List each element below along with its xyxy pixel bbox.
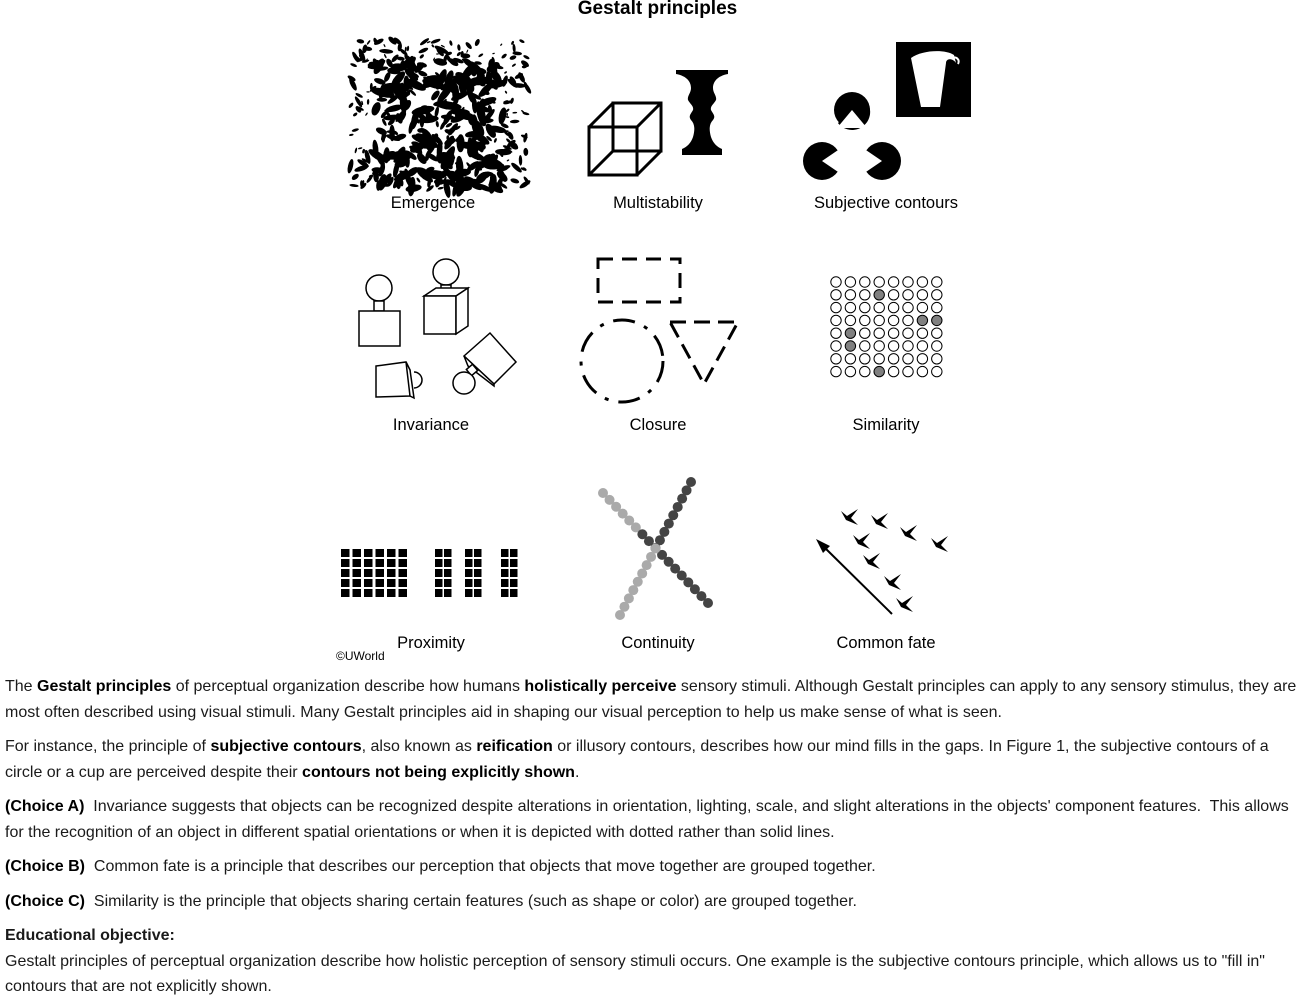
similarity-dot <box>917 341 927 351</box>
similarity-dot <box>831 366 841 376</box>
caption-common-fate: Common fate <box>836 634 936 652</box>
blotch <box>351 128 359 133</box>
text-run: , also known as <box>361 738 477 755</box>
blotch <box>434 106 440 118</box>
similarity-dot <box>831 354 841 364</box>
proximity-square <box>501 589 509 597</box>
similarity-dot <box>874 315 884 325</box>
similarity-dot <box>888 328 898 338</box>
similarity-dot <box>831 290 841 300</box>
blotch <box>493 138 497 143</box>
bold-term: holistically perceive <box>524 678 677 695</box>
similarity-dot <box>831 302 841 312</box>
proximity-square <box>474 589 482 597</box>
similarity-dot <box>917 366 927 376</box>
blotch <box>435 121 439 128</box>
proximity-square <box>510 559 518 567</box>
caption-continuity: Continuity <box>621 634 695 652</box>
proximity-square <box>353 579 362 587</box>
proximity-square <box>399 559 408 567</box>
blotch <box>383 44 386 48</box>
blotch <box>365 112 368 116</box>
blotch <box>519 39 525 44</box>
similarity-dot <box>845 366 855 376</box>
blotch <box>431 44 434 48</box>
proximity-square <box>364 569 373 577</box>
blotch <box>492 53 495 55</box>
blotch <box>350 62 358 67</box>
blotch <box>384 54 388 59</box>
proximity-square <box>387 589 396 597</box>
proximity-square <box>387 549 396 557</box>
blotch <box>438 186 444 190</box>
proximity-square <box>353 589 362 597</box>
similarity-dot <box>860 315 870 325</box>
blotch <box>349 133 354 136</box>
similarity-dot <box>917 328 927 338</box>
proximity-square <box>501 549 509 557</box>
proximity-square <box>474 569 482 577</box>
proximity-square <box>510 579 518 587</box>
blotch <box>523 54 530 60</box>
similarity-dot <box>874 277 884 287</box>
paragraph-choice-b <box>5 854 1305 880</box>
blotch <box>349 184 359 188</box>
similarity-dot <box>903 290 913 300</box>
caption-subjective-contours: Subjective contours <box>814 194 958 212</box>
proximity-square <box>341 589 350 597</box>
proximity-square <box>341 579 350 587</box>
blotch <box>506 159 509 162</box>
blotch <box>366 40 371 45</box>
blotch <box>379 48 393 54</box>
choice-text: Common fate is a principle that describes our perception that objects that move together are grouped together. <box>85 858 876 875</box>
similarity-dot <box>903 341 913 351</box>
similarity-dot <box>874 328 884 338</box>
similarity-dot <box>874 341 884 351</box>
proximity-square <box>364 559 373 567</box>
continuity-dots <box>598 477 713 620</box>
proximity-square <box>501 569 509 577</box>
proximity-square <box>435 569 443 577</box>
similarity-dot <box>874 290 884 300</box>
proximity-square <box>399 579 408 587</box>
similarity-dot <box>874 302 884 312</box>
text-run: sensory stimuli. Although Gestalt principles can apply to any sensory stimulus, they are most often described using visual stimuli. Many Gestalt principles aid in shaping our visual perception to help us make sense of what is seen. <box>5 678 1297 721</box>
similarity-dot <box>888 341 898 351</box>
text-run: For instance, the principle of <box>5 738 211 755</box>
caption-emergence: Emergence <box>390 194 476 212</box>
similarity-dot <box>845 302 855 312</box>
blotch <box>351 173 360 182</box>
similarity-dot <box>860 366 870 376</box>
bird-silhouette <box>884 574 901 590</box>
blotch <box>474 38 481 46</box>
proximity-square <box>474 579 482 587</box>
similarity-dot <box>831 341 841 351</box>
similarity-dot <box>917 290 927 300</box>
proximity-square <box>474 549 482 557</box>
bird-silhouette <box>853 533 870 549</box>
blotch <box>366 91 370 92</box>
proximity-square <box>465 589 473 597</box>
similarity-dot <box>932 328 942 338</box>
blotch <box>478 53 484 58</box>
proximity-square <box>435 559 443 567</box>
similarity-dot <box>917 277 927 287</box>
bold-term: contours not being explicitly shown <box>302 763 575 781</box>
illusory-cup <box>896 42 971 117</box>
proximity-square <box>444 559 452 567</box>
similarity-dot <box>845 354 855 364</box>
similarity-dot <box>932 277 942 287</box>
blotch <box>509 54 517 60</box>
blotch <box>501 53 508 60</box>
proximity-square <box>474 559 482 567</box>
rubin-vase <box>676 70 728 155</box>
blotch <box>358 147 363 150</box>
blotch <box>352 112 358 117</box>
similarity-dot <box>874 366 884 376</box>
educational-objective-title: Educational objective: <box>5 927 175 944</box>
text-run: . <box>574 763 580 781</box>
similarity-dot <box>845 290 855 300</box>
choice-label: (Choice B) <box>5 858 85 875</box>
blotch <box>449 40 453 46</box>
proximity-square <box>465 559 473 567</box>
similarity-dot <box>874 354 884 364</box>
similarity-dot <box>860 302 870 312</box>
proximity-square <box>435 549 443 557</box>
blotch <box>512 44 516 53</box>
kanizsa-pacmen <box>803 65 901 180</box>
proximity-square <box>501 559 509 567</box>
proximity-square <box>444 549 452 557</box>
blotch <box>381 133 385 142</box>
similarity-dot <box>888 302 898 312</box>
necker-cube <box>589 103 661 175</box>
bird-silhouette <box>871 513 888 529</box>
blotch <box>354 147 357 153</box>
similarity-dot <box>860 354 870 364</box>
proximity-square <box>435 579 443 587</box>
similarity-dot <box>917 354 927 364</box>
bird-silhouette <box>896 596 913 612</box>
blotch <box>416 177 421 183</box>
similarity-dot <box>932 341 942 351</box>
bird-silhouette <box>863 553 880 569</box>
similarity-dot <box>903 315 913 325</box>
explanation-text <box>5 674 1305 1000</box>
continuity-dot <box>703 598 713 608</box>
similarity-dot <box>888 354 898 364</box>
proximity-square <box>387 559 396 567</box>
similarity-dot <box>845 277 855 287</box>
proximity-square <box>465 579 473 587</box>
educational-objective-text: Gestalt principles of perceptual organization describe how holistic perception of sensory stimuli occurs. One example is the subjective contours principle, which allows us to "fill in" contours that are not explicitly shown. <box>5 952 1265 995</box>
emergence-image <box>346 35 532 198</box>
similarity-dot <box>903 302 913 312</box>
proximity-square <box>376 559 385 567</box>
proximity-square <box>501 579 509 587</box>
blotch <box>500 43 503 46</box>
proximity-square <box>387 579 396 587</box>
blotch <box>407 46 410 52</box>
similarity-dot <box>917 302 927 312</box>
similarity-dot <box>903 277 913 287</box>
similarity-dot <box>903 328 913 338</box>
similarity-dot <box>888 315 898 325</box>
copyright-label: ©UWorld <box>336 649 385 663</box>
similarity-dot <box>860 341 870 351</box>
similarity-dot <box>888 366 898 376</box>
proximity-square <box>376 549 385 557</box>
caption-similarity: Similarity <box>852 416 920 434</box>
common-fate-flock <box>816 509 948 614</box>
caption-multistability: Multistability <box>613 194 703 212</box>
similarity-dot <box>932 354 942 364</box>
blotch <box>466 49 469 53</box>
bird-silhouette <box>931 536 948 552</box>
blotch <box>356 39 364 44</box>
choice-text: Similarity is the principle that objects sharing certain features (such as shape or color) are grouped together. <box>85 892 857 910</box>
similarity-dot <box>917 315 927 325</box>
proximity-square <box>364 579 373 587</box>
similarity-dot <box>888 290 898 300</box>
blotch <box>511 63 516 67</box>
bird-silhouette <box>900 525 917 541</box>
proximity-square <box>444 579 452 587</box>
blotch <box>436 53 439 54</box>
blotch <box>405 47 407 52</box>
similarity-dot <box>831 277 841 287</box>
text-run: or illusory contours, describes how our mind fills in the gaps. In Figure 1, the subjective contours of a circle or a cup are perceived despite their <box>5 738 1269 781</box>
proximity-square <box>387 569 396 577</box>
choice-text: Invariance suggests that objects can be recognized despite alterations in orientation, lighting, scale, and slight alterations in the objects' component features. This allows for the recognition of an object in different spatial orientations or when it is depicted with dotted rather than solid lines. <box>5 798 1294 841</box>
similarity-dot <box>845 341 855 351</box>
blotch <box>504 90 507 94</box>
paragraph-gestalt-intro <box>5 674 1305 725</box>
closure-shapes <box>581 259 738 402</box>
choice-label: (Choice C) <box>5 892 85 910</box>
blotch <box>512 112 517 114</box>
proximity-square <box>341 549 350 557</box>
continuity-dot <box>615 610 625 620</box>
blotch <box>419 54 425 60</box>
proximity-square <box>399 549 408 557</box>
blotch <box>504 71 508 74</box>
blotch <box>523 148 528 156</box>
proximity-square <box>353 559 362 567</box>
similarity-dot <box>932 315 942 325</box>
proximity-square <box>341 569 350 577</box>
paragraph-subjective-contours <box>5 734 1305 785</box>
blotch <box>430 38 441 45</box>
similarity-dot <box>831 315 841 325</box>
invariance-objects <box>359 259 516 398</box>
proximity-square <box>376 579 385 587</box>
proximity-square <box>435 589 443 597</box>
similarity-dot <box>932 290 942 300</box>
proximity-square <box>341 559 350 567</box>
blotch <box>523 82 533 94</box>
blotch <box>418 47 429 55</box>
proximity-squares <box>341 549 518 597</box>
proximity-square <box>444 569 452 577</box>
choice-label: (Choice A) <box>5 798 85 815</box>
similarity-dot <box>860 328 870 338</box>
similarity-dot <box>888 277 898 287</box>
blotch <box>348 102 355 109</box>
similarity-dot <box>845 315 855 325</box>
similarity-dot <box>845 328 855 338</box>
blotch <box>370 101 383 117</box>
bird-silhouette <box>841 509 858 525</box>
proximity-square <box>510 569 518 577</box>
paragraph-choice-a <box>5 794 1305 845</box>
bold-term: Gestalt principles <box>37 678 172 695</box>
proximity-square <box>353 549 362 557</box>
similarity-dot <box>860 277 870 287</box>
blotch <box>497 107 508 125</box>
caption-invariance: Invariance <box>392 416 470 434</box>
blotch <box>506 113 508 116</box>
blotch <box>405 183 422 193</box>
caption-closure: Closure <box>629 416 687 434</box>
proximity-square <box>510 549 518 557</box>
proximity-square <box>465 549 473 557</box>
caption-proximity: Proximity <box>397 634 465 652</box>
bold-term: reification <box>476 738 553 755</box>
blotch <box>464 41 473 50</box>
similarity-dot <box>903 366 913 376</box>
similarity-grid <box>831 277 942 377</box>
proximity-square <box>364 549 373 557</box>
proximity-square <box>399 569 408 577</box>
text-run: of perceptual organization describe how humans <box>171 678 525 695</box>
similarity-dot <box>932 302 942 312</box>
paragraph-choice-c <box>5 889 1305 915</box>
similarity-dot <box>831 328 841 338</box>
proximity-square <box>376 569 385 577</box>
blotch <box>346 159 354 174</box>
proximity-square <box>353 569 362 577</box>
similarity-dot <box>932 366 942 376</box>
proximity-square <box>364 589 373 597</box>
blotch <box>377 98 388 102</box>
blotch <box>457 44 461 51</box>
figure-title: Gestalt principles <box>577 0 738 19</box>
blotch <box>519 155 523 166</box>
proximity-square <box>444 589 452 597</box>
similarity-dot <box>903 354 913 364</box>
blotch <box>367 99 370 105</box>
proximity-square <box>376 589 385 597</box>
text-run: The <box>5 678 38 695</box>
proximity-square <box>399 589 408 597</box>
proximity-square <box>510 589 518 597</box>
similarity-dot <box>860 290 870 300</box>
blotch <box>510 119 520 123</box>
blotch <box>510 177 520 184</box>
bold-term: subjective contours <box>210 738 362 755</box>
proximity-square <box>465 569 473 577</box>
